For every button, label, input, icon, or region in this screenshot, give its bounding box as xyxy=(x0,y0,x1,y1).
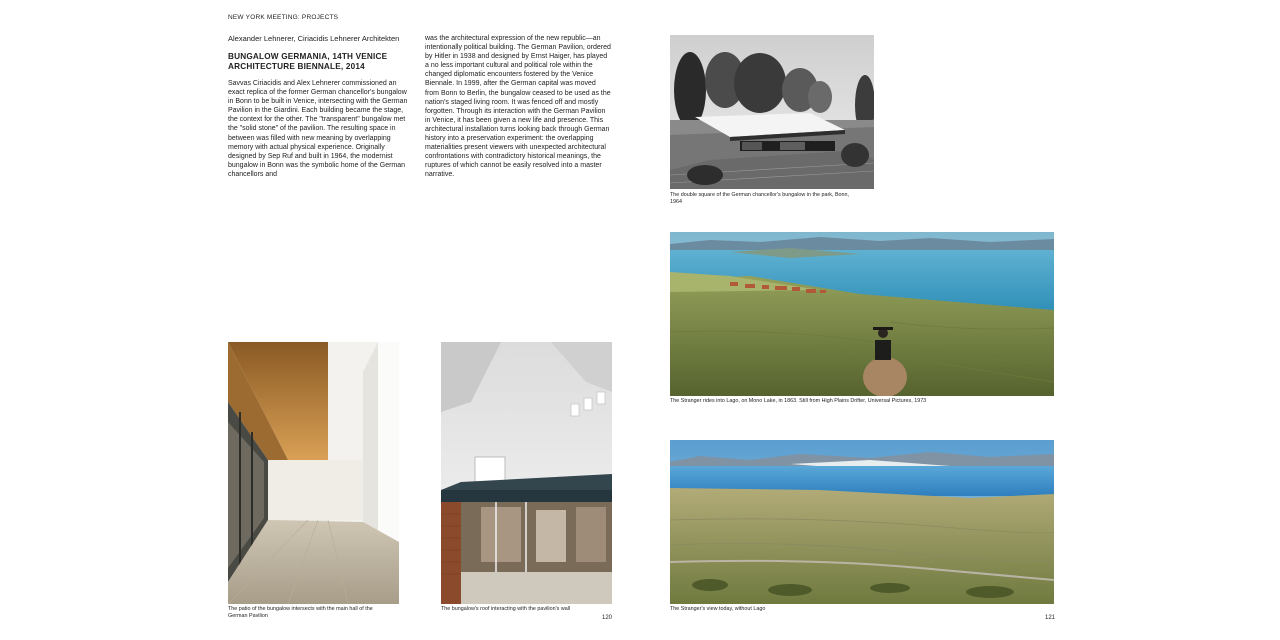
photo-patio xyxy=(228,342,399,604)
caption-patio: The patio of the bungalow intersects with the main hall of the German Pavilion xyxy=(228,606,373,620)
caption-stranger: The Stranger rides into Lago, on Mono Lake, in 1863. Still from High Plains Drifter, Universal Pictures, 1973 xyxy=(670,398,927,404)
caption-bonn: The double square of the German chancellor's bungalow in the park, Bonn, 1964 xyxy=(670,192,850,206)
caption-today: The Stranger's view today, without Lago xyxy=(670,606,766,612)
page-number-right: 121 xyxy=(1045,615,1056,621)
running-header: NEW YORK MEETING: PROJECTS xyxy=(228,14,339,21)
caption-roof: The bungalow's roof interacting with the pavilion's wall xyxy=(441,606,571,612)
article-title: BUNGALOW GERMANIA, 14TH VENICE ARCHITECTURE BIENNALE, 2014 xyxy=(228,52,388,71)
photo-stranger-lago xyxy=(670,232,1054,396)
photo-bonn-bungalow xyxy=(670,35,874,189)
body-column-1: Savvas Ciriacidis and Alex Lehnerer commissioned an exact replica of the former German chancellor's bungalow in Bonn to be built in Venice, intersecting with the German Pavilion in the Giardini. Each building became the stage, the context for the other. The "transparent" bungalow met the "solid stone" of the pavilion. The resulting space in between was filled with new meaning by overlapping memory with actual physical experience. Originally designed by Sep Ruf and built in 1964, the modernist bungalow in Bonn was the symbolic home of the German chancellors and xyxy=(228,80,408,178)
authors: Alexander Lehnerer, Ciriacidis Lehnerer Architekten xyxy=(228,34,400,43)
page-number-left: 120 xyxy=(602,615,613,621)
photo-view-today xyxy=(670,440,1054,604)
photo-roof xyxy=(441,342,612,604)
body-column-2: was the architectural expression of the new republic—an intentionally political building. The German Pavilion, ordered by Hitler in 1938 and designed by Ernst Haiger, has played a no less important cultural and political role within the changed diplomatic encounters fostered by the Venice Biennale. In 1999, after the German capital was moved from Bonn to Berlin, the bungalow ceased to be used as the nation's staged living room. It was fenced off and mostly forgotten. Through its interaction with the German Pavilion in Venice, it has been given a new life and presence. This architectural installation turns looking back through German history into a preservation experiment: the overlapping materialities present viewers with unexpected architectural confrontations with contradictory historical meanings, the ruptures of which cannot be easily resolved into a master narrative. xyxy=(425,35,611,179)
